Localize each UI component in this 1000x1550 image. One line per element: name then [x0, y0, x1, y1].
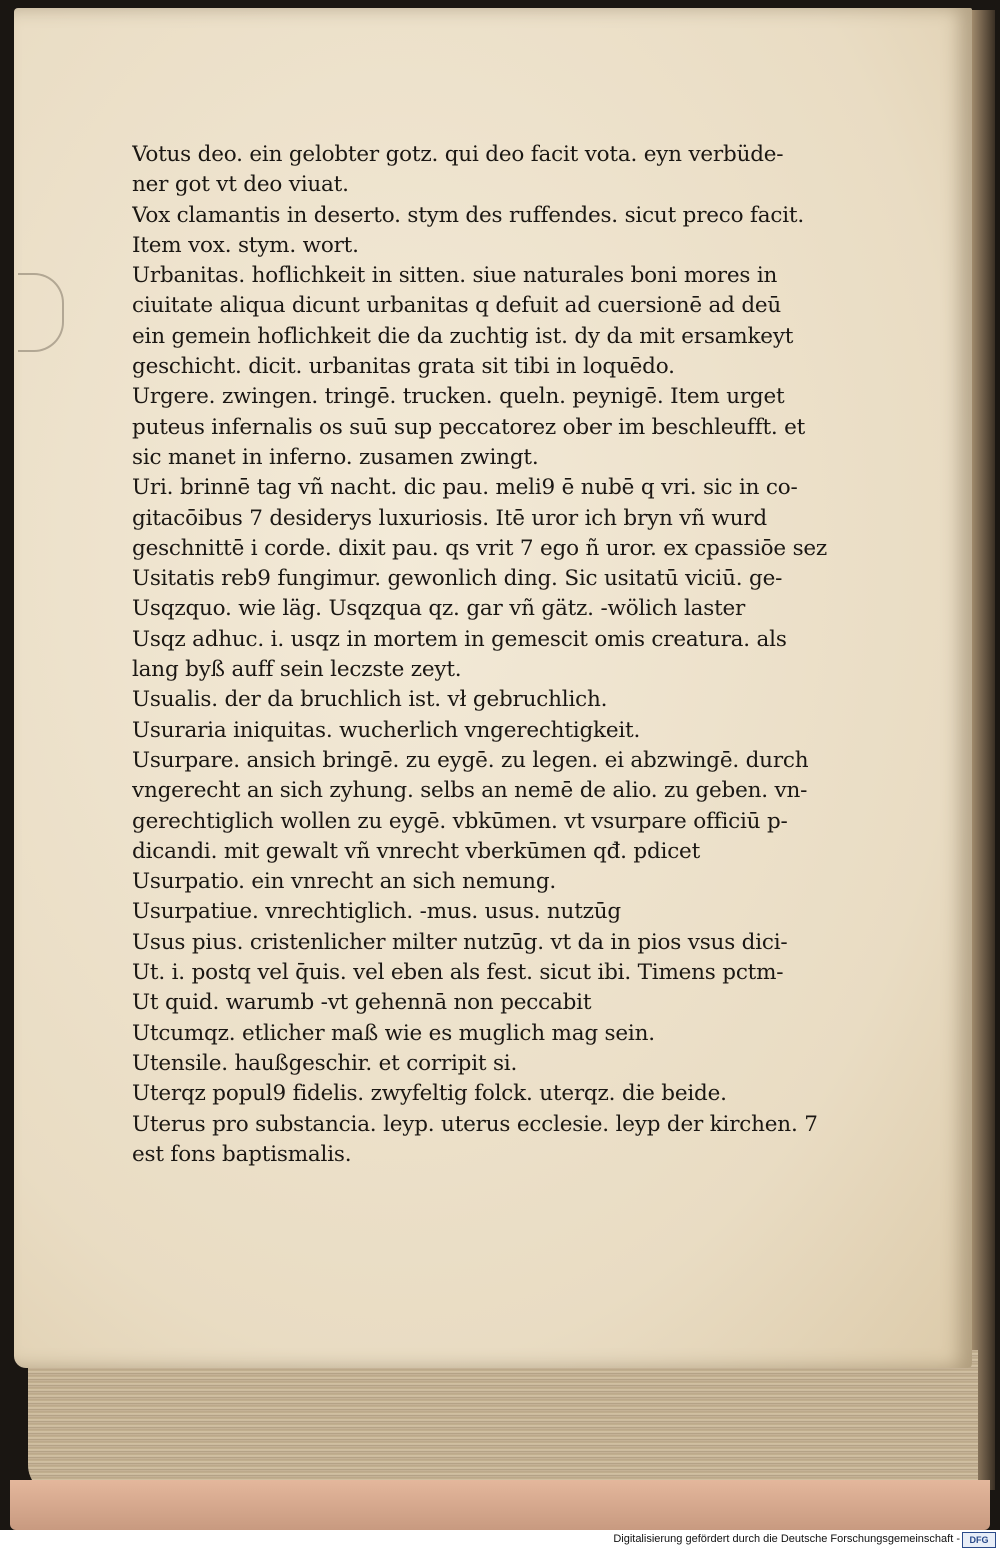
text-line: Usurpatio. ein vnrecht an sich nemung. — [132, 869, 557, 895]
text-line: Vox clamantis in deserto. stym des ruffendes. sicut preco facit. — [132, 202, 804, 228]
book-page-edges — [28, 1350, 978, 1495]
text-line: Usqz adhuc. i. usqz in mortem in gemescit omis creatura. als — [132, 626, 787, 652]
text-line: ciuitate aliqua dicunt urbanitas q defuit ad cuersionē ad deū — [132, 293, 782, 319]
text-line: Usualis. der da bruchlich ist. vł gebruchlich. — [132, 687, 608, 713]
text-line: ner got vt deo viuat. — [132, 172, 349, 198]
text-line: Uterqz popul9 fidelis. zwyfeltig folck. uterqz. die beide. — [132, 1081, 727, 1107]
text-line: vngerecht an sich zyhung. selbs an nemē de alio. zu geben. vn- — [132, 778, 808, 804]
text-line: Usurpare. ansich bringē. zu eygē. zu legen. ei abzwingē. durch — [132, 747, 809, 773]
text-line: Usuraria iniquitas. wucherlich vngerechtigkeit. — [132, 717, 641, 743]
text-line: Utcumqz. etlicher maß wie es muglich mag sein. — [132, 1020, 655, 1046]
page-text — [132, 140, 852, 1170]
text-line: Utensile. haußgeschir. et corripit si. — [132, 1050, 518, 1076]
text-line: geschicht. dicit. urbanitas grata sit tibi in loquēdo. — [132, 354, 675, 380]
book-cover-edge — [10, 1480, 990, 1530]
text-line: Usus pius. cristenlicher milter nutzūg. vt da in pios vsus dici- — [132, 929, 788, 955]
text-line: Votus deo. ein gelobter gotz. qui deo facit vota. eyn verbüde- — [132, 142, 784, 167]
text-line: puteus infernalis os suū sup peccatorez ober im beschleufft. et — [132, 414, 806, 440]
text-line: Ut quid. warumb -vt gehennā non peccabit — [132, 990, 592, 1016]
text-line: Urgere. zwingen. tringē. trucken. queln. peynigē. Item urget — [132, 384, 785, 410]
text-line: gitacōibus 7 desiderys luxuriosis. Itē uror ich bryn vñ wurd — [132, 505, 767, 531]
text-line: Usitatis reb9 fungimur. gewonlich ding. Sic usitatū viciū. ge- — [132, 566, 783, 592]
text-line: Usqzquo. wie läg. Usqzqua qz. gar vñ gätz. -wölich laster — [132, 596, 746, 622]
text-line: gerechtiglich wollen zu eygē. vbkūmen. vt vsurpare officiū p- — [132, 808, 788, 834]
clip-mark — [18, 273, 64, 352]
footer — [0, 1530, 1000, 1550]
text-line: Urbanitas. hoflichkeit in sitten. siue naturales boni mores in — [132, 263, 778, 289]
text-line: geschnittē i corde. dixit pau. qs vrit 7 ego ñ uror. ex cpassiōe sez — [132, 535, 828, 561]
dfg-logo-icon: DFG — [962, 1532, 996, 1548]
text-line: Item vox. stym. wort. — [132, 232, 359, 258]
text-line: Ut. i. postq vel q̄uis. vel eben als fest. sicut ibi. Timens pctm- — [132, 960, 784, 986]
text-line: Uterus pro substancia. leyp. uterus ecclesie. leyp der kirchen. 7 — [132, 1111, 818, 1137]
text-line: Usurpatiue. vnrechtiglich. -mus. usus. nutzūg — [132, 899, 621, 925]
text-line: sic manet in inferno. zusamen zwingt. — [132, 444, 539, 470]
text-line: lang byß auff sein leczste zeyt. — [132, 657, 462, 683]
footer-credit: Digitalisierung gefördert durch die Deutsche Forschungsgemeinschaft - — [613, 1533, 960, 1545]
text-line: Uri. brinnē tag vñ nacht. dic pau. meli9 ē nubē q vri. sic in co- — [132, 475, 798, 501]
text-line: est fons baptismalis. — [132, 1141, 352, 1167]
text-line: ein gemein hoflichkeit die da zuchtig ist. dy da mit ersamkeyt — [132, 323, 794, 349]
text-line: dicandi. mit gewalt vñ vnrecht vberkūmen qđ. pdicet — [132, 838, 701, 864]
